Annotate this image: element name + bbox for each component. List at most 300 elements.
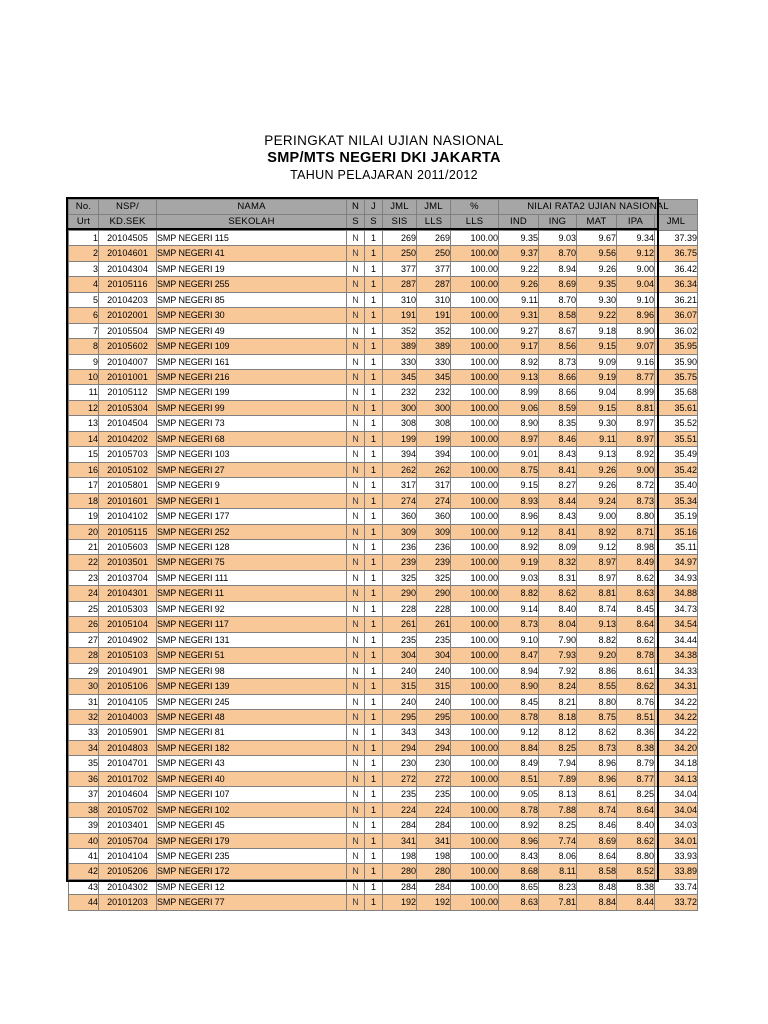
table-row <box>69 246 698 261</box>
cell-lls: 345 <box>417 369 451 384</box>
cell-kd: 20105702 <box>99 802 157 817</box>
cell-jml: 35.11 <box>655 539 698 554</box>
cell-lls: 343 <box>417 725 451 740</box>
table-row <box>69 261 698 276</box>
cell-pct: 100.00 <box>451 277 499 292</box>
cell-ipa: 8.62 <box>617 632 655 647</box>
cell-pct: 100.00 <box>451 230 499 245</box>
cell-mat: 9.19 <box>577 369 617 384</box>
cell-pct: 100.00 <box>451 648 499 663</box>
cell-no: 26 <box>69 617 99 632</box>
cell-js: 1 <box>365 586 383 601</box>
cell-pct: 100.00 <box>451 570 499 585</box>
cell-kd: 20105901 <box>99 725 157 740</box>
cell-jml: 36.42 <box>655 261 698 276</box>
cell-ipa: 8.97 <box>617 431 655 446</box>
col-header-jmllls-top: JML <box>417 200 451 215</box>
cell-lls: 317 <box>417 478 451 493</box>
cell-ind: 8.47 <box>499 648 539 663</box>
cell-no: 6 <box>69 308 99 323</box>
cell-no: 8 <box>69 339 99 354</box>
cell-ns: N <box>347 493 365 508</box>
cell-pct: 100.00 <box>451 431 499 446</box>
cell-kd: 20105115 <box>99 524 157 539</box>
cell-nama: SMP NEGERI 98 <box>157 663 347 678</box>
cell-no: 5 <box>69 292 99 307</box>
col-header-jmlsis-top: JML <box>383 200 417 215</box>
table-header <box>69 200 698 231</box>
cell-ns: N <box>347 879 365 894</box>
cell-no: 14 <box>69 431 99 446</box>
cell-sis: 230 <box>383 756 417 771</box>
cell-sis: 284 <box>383 879 417 894</box>
cell-ing: 8.66 <box>539 385 577 400</box>
cell-lls: 199 <box>417 431 451 446</box>
cell-no: 12 <box>69 400 99 415</box>
cell-lls: 352 <box>417 323 451 338</box>
cell-sis: 360 <box>383 509 417 524</box>
cell-js: 1 <box>365 509 383 524</box>
cell-ipa: 8.62 <box>617 833 655 848</box>
cell-pct: 100.00 <box>451 771 499 786</box>
cell-jml: 34.03 <box>655 818 698 833</box>
cell-mat: 8.84 <box>577 895 617 910</box>
cell-nama: SMP NEGERI 77 <box>157 895 347 910</box>
cell-ns: N <box>347 756 365 771</box>
cell-sis: 269 <box>383 230 417 245</box>
report-titles <box>0 132 768 184</box>
cell-pct: 100.00 <box>451 694 499 709</box>
cell-mat: 8.86 <box>577 663 617 678</box>
cell-nama: SMP NEGERI 40 <box>157 771 347 786</box>
cell-kd: 20101001 <box>99 369 157 384</box>
cell-ns: N <box>347 694 365 709</box>
cell-pct: 100.00 <box>451 756 499 771</box>
cell-ipa: 8.25 <box>617 787 655 802</box>
cell-ns: N <box>347 246 365 261</box>
table-row <box>69 431 698 446</box>
col-header-ing: ING <box>539 215 577 230</box>
cell-ns: N <box>347 740 365 755</box>
cell-sis: 352 <box>383 323 417 338</box>
cell-pct: 100.00 <box>451 725 499 740</box>
cell-ing: 7.74 <box>539 833 577 848</box>
cell-jml: 33.93 <box>655 849 698 864</box>
cell-ipa: 8.51 <box>617 709 655 724</box>
cell-pct: 100.00 <box>451 555 499 570</box>
cell-js: 1 <box>365 416 383 431</box>
cell-ind: 8.84 <box>499 740 539 755</box>
cell-nama: SMP NEGERI 131 <box>157 632 347 647</box>
cell-ing: 7.90 <box>539 632 577 647</box>
cell-sis: 394 <box>383 447 417 462</box>
cell-pct: 100.00 <box>451 663 499 678</box>
cell-lls: 394 <box>417 447 451 462</box>
cell-jml: 36.07 <box>655 308 698 323</box>
table-row <box>69 447 698 462</box>
cell-js: 1 <box>365 292 383 307</box>
cell-mat: 9.11 <box>577 431 617 446</box>
cell-ipa: 9.07 <box>617 339 655 354</box>
cell-nama: SMP NEGERI 73 <box>157 416 347 431</box>
cell-ind: 9.12 <box>499 725 539 740</box>
cell-js: 1 <box>365 771 383 786</box>
cell-mat: 9.67 <box>577 230 617 245</box>
cell-jml: 36.02 <box>655 323 698 338</box>
cell-ind: 9.05 <box>499 787 539 802</box>
cell-nama: SMP NEGERI 117 <box>157 617 347 632</box>
cell-ipa: 8.97 <box>617 416 655 431</box>
table-row <box>69 802 698 817</box>
cell-nama: SMP NEGERI 43 <box>157 756 347 771</box>
cell-lls: 300 <box>417 400 451 415</box>
cell-no: 16 <box>69 462 99 477</box>
cell-pct: 100.00 <box>451 524 499 539</box>
cell-lls: 310 <box>417 292 451 307</box>
cell-no: 21 <box>69 539 99 554</box>
cell-pct: 100.00 <box>451 617 499 632</box>
cell-ns: N <box>347 509 365 524</box>
cell-nama: SMP NEGERI 68 <box>157 431 347 446</box>
cell-nama: SMP NEGERI 128 <box>157 539 347 554</box>
cell-kd: 20104007 <box>99 354 157 369</box>
cell-no: 17 <box>69 478 99 493</box>
cell-js: 1 <box>365 539 383 554</box>
cell-nama: SMP NEGERI 139 <box>157 679 347 694</box>
cell-no: 34 <box>69 740 99 755</box>
cell-no: 18 <box>69 493 99 508</box>
cell-kd: 20101601 <box>99 493 157 508</box>
col-header-js-top: J <box>365 200 383 215</box>
col-header-jmlsis-bottom: SIS <box>383 215 417 230</box>
cell-pct: 100.00 <box>451 802 499 817</box>
table-header-row-bottom <box>69 215 698 230</box>
cell-ing: 7.81 <box>539 895 577 910</box>
col-header-no-top: No. <box>69 200 99 215</box>
cell-ind: 8.49 <box>499 756 539 771</box>
cell-lls: 377 <box>417 261 451 276</box>
cell-mat: 9.56 <box>577 246 617 261</box>
col-header-jml: JML <box>655 215 698 230</box>
cell-jml: 33.74 <box>655 879 698 894</box>
cell-kd: 20104505 <box>99 230 157 245</box>
cell-kd: 20104701 <box>99 756 157 771</box>
cell-js: 1 <box>365 447 383 462</box>
cell-lls: 240 <box>417 663 451 678</box>
cell-ing: 7.93 <box>539 648 577 663</box>
cell-ing: 8.41 <box>539 524 577 539</box>
cell-lls: 304 <box>417 648 451 663</box>
cell-ind: 9.01 <box>499 447 539 462</box>
cell-nama: SMP NEGERI 107 <box>157 787 347 802</box>
cell-ipa: 8.81 <box>617 400 655 415</box>
table-row <box>69 586 698 601</box>
cell-js: 1 <box>365 277 383 292</box>
cell-no: 40 <box>69 833 99 848</box>
cell-ind: 9.13 <box>499 369 539 384</box>
cell-nama: SMP NEGERI 19 <box>157 261 347 276</box>
cell-lls: 239 <box>417 555 451 570</box>
cell-nama: SMP NEGERI 172 <box>157 864 347 879</box>
cell-kd: 20104102 <box>99 509 157 524</box>
cell-kd: 20101203 <box>99 895 157 910</box>
cell-no: 33 <box>69 725 99 740</box>
cell-js: 1 <box>365 570 383 585</box>
cell-nama: SMP NEGERI 235 <box>157 849 347 864</box>
cell-js: 1 <box>365 756 383 771</box>
col-header-ipa: IPA <box>617 215 655 230</box>
cell-pct: 100.00 <box>451 400 499 415</box>
cell-sis: 239 <box>383 555 417 570</box>
cell-lls: 284 <box>417 879 451 894</box>
col-header-nsp-bottom: KD.SEK <box>99 215 157 230</box>
cell-jml: 34.54 <box>655 617 698 632</box>
cell-jml: 35.34 <box>655 493 698 508</box>
cell-sis: 224 <box>383 802 417 817</box>
cell-ns: N <box>347 787 365 802</box>
cell-jml: 37.39 <box>655 230 698 245</box>
cell-ing: 8.23 <box>539 879 577 894</box>
cell-ns: N <box>347 679 365 694</box>
cell-js: 1 <box>365 694 383 709</box>
cell-ns: N <box>347 895 365 910</box>
cell-ipa: 8.64 <box>617 617 655 632</box>
cell-ns: N <box>347 308 365 323</box>
cell-ing: 8.40 <box>539 601 577 616</box>
cell-ns: N <box>347 385 365 400</box>
cell-sis: 240 <box>383 694 417 709</box>
cell-mat: 8.55 <box>577 679 617 694</box>
cell-pct: 100.00 <box>451 478 499 493</box>
cell-kd: 20105603 <box>99 539 157 554</box>
table-row <box>69 879 698 894</box>
cell-ns: N <box>347 339 365 354</box>
cell-ipa: 8.40 <box>617 818 655 833</box>
cell-jml: 35.68 <box>655 385 698 400</box>
table-row <box>69 308 698 323</box>
cell-js: 1 <box>365 524 383 539</box>
cell-ns: N <box>347 833 365 848</box>
cell-mat: 9.09 <box>577 354 617 369</box>
cell-mat: 9.26 <box>577 261 617 276</box>
cell-js: 1 <box>365 725 383 740</box>
cell-ns: N <box>347 323 365 338</box>
cell-ns: N <box>347 292 365 307</box>
cell-mat: 8.96 <box>577 756 617 771</box>
cell-pct: 100.00 <box>451 261 499 276</box>
cell-sis: 235 <box>383 787 417 802</box>
cell-ipa: 8.77 <box>617 771 655 786</box>
cell-pct: 100.00 <box>451 679 499 694</box>
cell-js: 1 <box>365 864 383 879</box>
cell-sis: 235 <box>383 632 417 647</box>
cell-ns: N <box>347 725 365 740</box>
cell-kd: 20101702 <box>99 771 157 786</box>
table-row <box>69 601 698 616</box>
table-row <box>69 323 698 338</box>
cell-sis: 315 <box>383 679 417 694</box>
cell-ns: N <box>347 632 365 647</box>
cell-jml: 34.97 <box>655 555 698 570</box>
cell-ind: 8.78 <box>499 802 539 817</box>
cell-kd: 20105103 <box>99 648 157 663</box>
cell-no: 37 <box>69 787 99 802</box>
cell-ind: 9.22 <box>499 261 539 276</box>
cell-pct: 100.00 <box>451 509 499 524</box>
cell-ipa: 9.00 <box>617 462 655 477</box>
cell-js: 1 <box>365 478 383 493</box>
cell-jml: 34.44 <box>655 632 698 647</box>
cell-ns: N <box>347 369 365 384</box>
cell-sis: 262 <box>383 462 417 477</box>
cell-mat: 8.80 <box>577 694 617 709</box>
cell-ind: 9.31 <box>499 308 539 323</box>
cell-ind: 8.75 <box>499 462 539 477</box>
cell-ing: 8.58 <box>539 308 577 323</box>
cell-sis: 284 <box>383 818 417 833</box>
cell-ing: 8.25 <box>539 818 577 833</box>
cell-pct: 100.00 <box>451 339 499 354</box>
cell-ind: 8.65 <box>499 879 539 894</box>
cell-nama: SMP NEGERI 1 <box>157 493 347 508</box>
col-header-pct-bottom: LLS <box>451 215 499 230</box>
cell-mat: 8.92 <box>577 524 617 539</box>
cell-kd: 20105112 <box>99 385 157 400</box>
col-header-ns-bottom: S <box>347 215 365 230</box>
cell-sis: 236 <box>383 539 417 554</box>
cell-ipa: 8.80 <box>617 509 655 524</box>
cell-jml: 34.18 <box>655 756 698 771</box>
cell-jml: 34.22 <box>655 694 698 709</box>
table-row <box>69 694 698 709</box>
col-header-ind: IND <box>499 215 539 230</box>
cell-ing: 8.04 <box>539 617 577 632</box>
cell-ind: 9.35 <box>499 230 539 245</box>
table-row <box>69 416 698 431</box>
cell-ind: 9.19 <box>499 555 539 570</box>
cell-ns: N <box>347 709 365 724</box>
cell-ing: 8.31 <box>539 570 577 585</box>
cell-ns: N <box>347 431 365 446</box>
cell-js: 1 <box>365 740 383 755</box>
cell-pct: 100.00 <box>451 601 499 616</box>
cell-lls: 294 <box>417 740 451 755</box>
cell-ing: 8.69 <box>539 277 577 292</box>
cell-no: 32 <box>69 709 99 724</box>
cell-sis: 343 <box>383 725 417 740</box>
cell-pct: 100.00 <box>451 416 499 431</box>
cell-jml: 35.42 <box>655 462 698 477</box>
cell-ind: 9.37 <box>499 246 539 261</box>
cell-ns: N <box>347 617 365 632</box>
cell-no: 41 <box>69 849 99 864</box>
cell-ing: 7.88 <box>539 802 577 817</box>
table-row <box>69 756 698 771</box>
cell-ing: 8.13 <box>539 787 577 802</box>
cell-ing: 8.12 <box>539 725 577 740</box>
cell-ns: N <box>347 478 365 493</box>
cell-sis: 377 <box>383 261 417 276</box>
cell-js: 1 <box>365 663 383 678</box>
cell-sis: 274 <box>383 493 417 508</box>
cell-ns: N <box>347 416 365 431</box>
table-row <box>69 617 698 632</box>
table-row <box>69 539 698 554</box>
cell-ns: N <box>347 539 365 554</box>
cell-ind: 9.10 <box>499 632 539 647</box>
cell-ing: 7.89 <box>539 771 577 786</box>
cell-js: 1 <box>365 879 383 894</box>
table-row <box>69 493 698 508</box>
cell-no: 31 <box>69 694 99 709</box>
table-row <box>69 849 698 864</box>
cell-ind: 8.99 <box>499 385 539 400</box>
cell-ipa: 8.44 <box>617 895 655 910</box>
cell-kd: 20103704 <box>99 570 157 585</box>
cell-ind: 8.78 <box>499 709 539 724</box>
cell-nama: SMP NEGERI 177 <box>157 509 347 524</box>
cell-kd: 20104304 <box>99 261 157 276</box>
cell-ipa: 8.45 <box>617 601 655 616</box>
cell-jml: 34.33 <box>655 663 698 678</box>
cell-ipa: 8.79 <box>617 756 655 771</box>
table-body <box>69 230 698 910</box>
cell-ind: 8.97 <box>499 431 539 446</box>
cell-jml: 36.75 <box>655 246 698 261</box>
cell-no: 1 <box>69 230 99 245</box>
cell-kd: 20105104 <box>99 617 157 632</box>
cell-no: 10 <box>69 369 99 384</box>
cell-ns: N <box>347 462 365 477</box>
cell-no: 7 <box>69 323 99 338</box>
cell-lls: 309 <box>417 524 451 539</box>
cell-js: 1 <box>365 632 383 647</box>
table-row <box>69 369 698 384</box>
cell-kd: 20104902 <box>99 632 157 647</box>
cell-ns: N <box>347 524 365 539</box>
cell-pct: 100.00 <box>451 308 499 323</box>
cell-ind: 9.12 <box>499 524 539 539</box>
col-header-nsp-top: NSP/ <box>99 200 157 215</box>
cell-jml: 34.73 <box>655 601 698 616</box>
cell-pct: 100.00 <box>451 709 499 724</box>
table-row <box>69 524 698 539</box>
cell-kd: 20105102 <box>99 462 157 477</box>
cell-ing: 8.56 <box>539 339 577 354</box>
cell-sis: 290 <box>383 586 417 601</box>
cell-ipa: 8.98 <box>617 539 655 554</box>
page-academic-year: TAHUN PELAJARAN 2011/2012 <box>290 168 478 182</box>
cell-nama: SMP NEGERI 81 <box>157 725 347 740</box>
cell-pct: 100.00 <box>451 740 499 755</box>
cell-ing: 8.62 <box>539 586 577 601</box>
cell-mat: 9.26 <box>577 478 617 493</box>
cell-ing: 8.35 <box>539 416 577 431</box>
cell-mat: 9.22 <box>577 308 617 323</box>
cell-jml: 34.31 <box>655 679 698 694</box>
cell-sis: 261 <box>383 617 417 632</box>
cell-nama: SMP NEGERI 9 <box>157 478 347 493</box>
cell-ind: 8.92 <box>499 539 539 554</box>
cell-mat: 8.73 <box>577 740 617 755</box>
cell-sis: 294 <box>383 740 417 755</box>
cell-ns: N <box>347 277 365 292</box>
cell-kd: 20105304 <box>99 400 157 415</box>
cell-ipa: 8.77 <box>617 369 655 384</box>
cell-jml: 34.13 <box>655 771 698 786</box>
cell-nama: SMP NEGERI 27 <box>157 462 347 477</box>
cell-js: 1 <box>365 555 383 570</box>
